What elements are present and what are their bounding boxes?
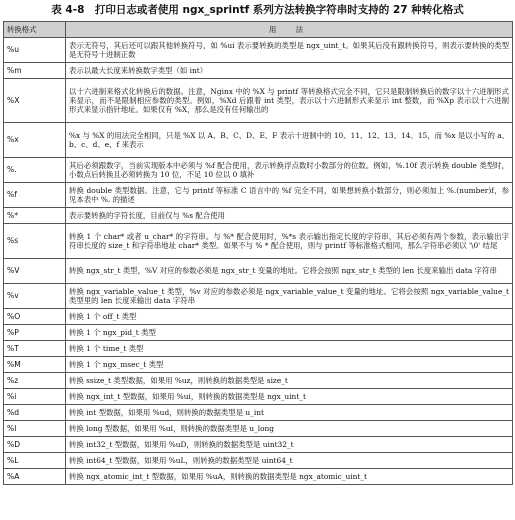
table-row [4,325,513,341]
table-header-row [4,22,513,38]
format-spec: %D [4,437,66,453]
format-spec: %L [4,453,66,469]
header-format: 转换格式 [4,22,66,38]
format-spec: %V [4,259,66,284]
table-row [4,421,513,437]
table-row [4,63,513,79]
format-spec: %z [4,373,66,389]
format-usage: 转换 1 个 ngx_pid_t 类型 [66,325,513,341]
format-usage: 转换 int64_t 型数据，如果用 %uL，则转换的数据类型是 uint64_t [66,453,513,469]
table-row [4,183,513,208]
table-row [4,453,513,469]
format-usage: 转换 ngx_str_t 类型，%V 对应的参数必须是 ngx_str_t 变量的地址。它将会按照 ngx_str_t 类型的 len 长度来输出 data 字符串 [66,259,513,284]
format-spec: %i [4,389,66,405]
format-usage: 转换 double 类型数据。注意，它与 printf 等标准 C 语言中的 %f 完全不同，如果想转换小数部分，则必须加上 %.(number)f，参见本表中 %. 的描述 [66,183,513,208]
format-usage: 转换 ngx_atomic_int_t 型数据，如果用 %uA，则转换的数据类型是 ngx_atomic_uint_t [66,469,513,485]
format-usage: 转换 1 个 ngx_msec_t 类型 [66,357,513,373]
table-row [4,208,513,224]
format-spec: %f [4,183,66,208]
format-spec: %s [4,224,66,259]
format-usage: 转换 ngx_int_t 型数据，如果用 %ui，则转换的数据类型是 ngx_uint_t [66,389,513,405]
format-usage: %x 与 %X 的用法完全相同，只是 %X 以 A、B、C、D、E、F 表示十进制中的 10、11、12、13、14、15，而 %x 是以小写的 a、b、c、d、e、f 来表示 [66,123,513,158]
format-spec: %m [4,63,66,79]
table-row [4,389,513,405]
format-table [3,21,513,485]
format-spec: %P [4,325,66,341]
table-row [4,224,513,259]
format-spec: %A [4,469,66,485]
header-usage: 用 法 [66,22,513,38]
format-usage: 转换 long 型数据，如果用 %ul，则转换的数据类型是 u_long [66,421,513,437]
table-row [4,259,513,284]
table-row [4,38,513,63]
format-spec: %X [4,79,66,123]
table-row [4,79,513,123]
format-usage: 转换 ngx_variable_value_t 类型，%v 对应的参数必须是 ngx_variable_value_t 变量的地址。它将会按照 ngx_variable_value_t 类型里的 len 长度来输出 data 字符串 [66,284,513,309]
format-spec: %T [4,341,66,357]
format-spec: %v [4,284,66,309]
table-row [4,309,513,325]
format-usage: 其后必须跟数字，当前实现版本中必须与 %f 配合使用，表示转换浮点数时小数部分的位数。例如，%.10f 表示转换 double 类型时，小数点后转换且必须转换为 10 位，不足 10 位以 0 填补 [66,158,513,183]
format-spec: %d [4,405,66,421]
table-row [4,284,513,309]
format-usage: 转换 1 个 time_t 类型 [66,341,513,357]
table-row [4,357,513,373]
format-usage: 转换 int 型数据，如果用 %ud，则转换的数据类型是 u_int [66,405,513,421]
format-usage: 以十六进制来格式化转换后的数据。注意，Nginx 中的 %X 与 printf 等转换格式完全不同，它只是限制转换后的数字以十六进制形式来显示，而不是限制相应参数的类型。例如，%Xd 后跟着 int 类型，表示以十六进制形式来显示 int 整数，而 %Xp 表示以十六进制形式来显示指针地址。如果仅有 %X，那么是没有任何输出的 [66,79,513,123]
format-spec: %O [4,309,66,325]
format-spec: %M [4,357,66,373]
format-spec: %* [4,208,66,224]
table-row [4,437,513,453]
table-body [4,38,513,485]
format-usage: 转换 1 个 off_t 类型 [66,309,513,325]
format-spec: %x [4,123,66,158]
format-usage: 转换 1 个 char* 或者 u_char* 的字符串。与 %* 配合使用时，%*s 表示输出指定长度的字符串，其后必须有两个参数，表示输出字符串长度的 size_t 和字符串地址 char* 类型。如果不与 % * 配合使用，则与 printf 等标准格式相同，那么字符串必须以 '\0' 结尾 [66,224,513,259]
table-row [4,123,513,158]
table-row [4,341,513,357]
table-row [4,373,513,389]
format-usage: 表示无符号，其后还可以跟其他转换符号，如 %ui 表示要转换的类型是 ngx_uint_t。如果其后没有跟转换符号，则表示要转换的类型是无符号十进制正数 [66,38,513,63]
format-usage: 表示以最大长度来转换数字类型（如 int） [66,63,513,79]
table-row [4,405,513,421]
table-title: 表 4-8 打印日志或者使用 ngx_sprintf 系列方法转换字符串时支持的 27 种转化格式 [51,4,464,16]
format-spec: %. [4,158,66,183]
table-row [4,469,513,485]
format-usage: 转换 ssize_t 类型数据，如果用 %uz，则转换的数据类型是 size_t [66,373,513,389]
format-spec: %l [4,421,66,437]
table-row [4,158,513,183]
format-usage: 表示要转换的字符长度，目前仅与 %s 配合使用 [66,208,513,224]
format-spec: %u [4,38,66,63]
format-usage: 转换 int32_t 型数据，如果用 %uD，则转换的数据类型是 uint32_t [66,437,513,453]
